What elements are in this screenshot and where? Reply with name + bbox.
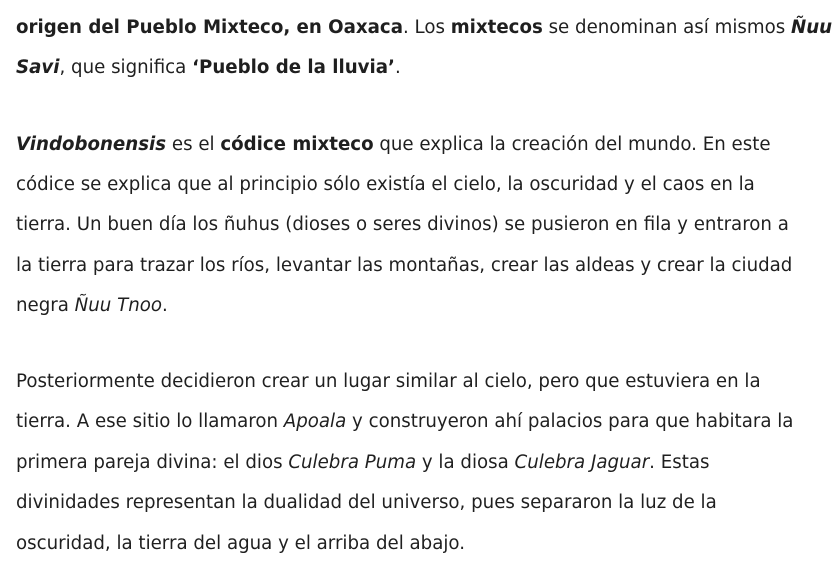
paragraph-3-line-3 bbox=[16, 448, 792, 478]
paragraph-3-line-2 bbox=[16, 407, 792, 437]
text-segment: la tierra para trazar los ríos, levantar las montañas, crear las aldeas y crear la ciudad bbox=[16, 255, 793, 276]
paragraph-2-line-3 bbox=[16, 210, 792, 240]
paragraph-3-line-4 bbox=[16, 488, 792, 518]
paragraph-2-line-1 bbox=[16, 130, 792, 160]
text-segment: oscuridad, la tierra del agua y el arriba del abajo. bbox=[16, 533, 466, 554]
text-segment: . bbox=[162, 295, 168, 316]
paragraph-2-line-2 bbox=[16, 170, 792, 200]
text-segment: ‘Pueblo de la lluvia’ bbox=[192, 57, 395, 78]
text-segment: es el bbox=[166, 134, 221, 155]
text-segment: Culebra Jaguar bbox=[514, 452, 650, 473]
paragraph-2-line-5 bbox=[16, 291, 792, 321]
text-segment: códice mixteco bbox=[220, 134, 374, 155]
paragraph-1-line-2 bbox=[16, 53, 792, 83]
text-segment: mixtecos bbox=[450, 17, 543, 38]
text-segment: Posteriormente decidieron crear un lugar similar al cielo, pero que estuviera en la bbox=[16, 371, 761, 392]
text-segment: tierra. Un buen día los ñuhus (dioses o seres divinos) se pusieron en fila y entraron a bbox=[16, 214, 789, 235]
text-segment: . bbox=[394, 57, 401, 78]
text-segment: primera pareja divina: el dios bbox=[16, 452, 289, 473]
paragraph-3-line-5 bbox=[16, 529, 792, 559]
text-segment: Culebra Puma bbox=[288, 452, 417, 473]
text-segment: origen del Pueblo Mixteco, en Oaxaca bbox=[16, 17, 403, 38]
text-segment: se denominan así mismos bbox=[542, 17, 791, 38]
text-segment: , que significa bbox=[59, 57, 193, 78]
text-segment: Ñuu Tnoo bbox=[74, 295, 163, 316]
paragraph-2-line-4 bbox=[16, 251, 792, 281]
paragraph-3-line-1 bbox=[16, 367, 792, 397]
text-segment: tierra. A ese sitio lo llamaron bbox=[16, 411, 284, 432]
text-segment: y la diosa bbox=[416, 452, 515, 473]
text-segment: códice se explica que al principio sólo existía el cielo, la oscuridad y el caos en la bbox=[16, 174, 755, 195]
paragraph-1-line-1 bbox=[16, 13, 832, 43]
text-segment: divinidades representan la dualidad del universo, pues separaron la luz de la bbox=[16, 492, 717, 513]
text-segment: que explica la creación del mundo. En este bbox=[373, 134, 771, 155]
text-segment: Vindobonensis bbox=[16, 134, 167, 155]
text-segment: y construyeron ahí palacios para que habitara la bbox=[346, 411, 794, 432]
text-segment: negra bbox=[16, 295, 75, 316]
text-segment: . Los bbox=[402, 17, 451, 38]
text-segment: . Estas bbox=[649, 452, 710, 473]
text-segment: Ñuu bbox=[790, 17, 832, 38]
text-segment: Apoala bbox=[283, 411, 347, 432]
text-segment: Savi bbox=[16, 57, 60, 78]
